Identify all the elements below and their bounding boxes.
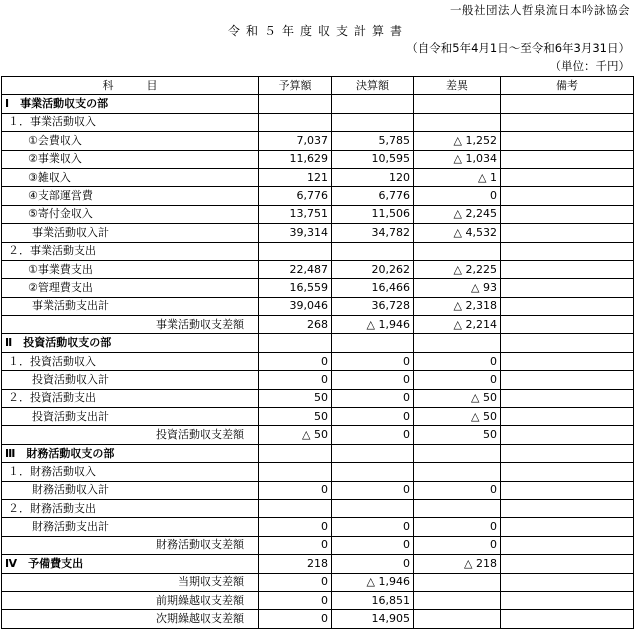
table-row [2,499,634,517]
diff-cell: △ 2,214 [414,316,501,334]
budget-cell: 16,559 [259,279,332,297]
note-cell [501,113,634,131]
note-cell [501,316,634,334]
diff-cell [414,499,501,517]
row-label: 財務活動収支差額 [2,536,259,554]
diff-cell: △ 93 [414,279,501,297]
budget-cell: 13,751 [259,205,332,223]
row-label: 前期繰越収支差額 [2,591,259,609]
diff-cell [414,113,501,131]
budget-cell: 0 [259,610,332,628]
table-row [2,555,634,573]
note-cell [501,242,634,260]
budget-cell [259,334,332,352]
budget-cell [259,463,332,481]
diff-cell: 50 [414,426,501,444]
diff-cell [414,95,501,113]
note-cell [501,334,634,352]
budget-cell: 0 [259,481,332,499]
budget-cell [259,113,332,131]
note-cell [501,426,634,444]
note-cell [501,463,634,481]
row-label: ②管理費支出 [2,279,259,297]
table-row [2,371,634,389]
actual-cell [332,444,414,462]
diff-cell: 0 [414,187,501,205]
note-cell [501,499,634,517]
actual-cell: 0 [332,408,414,426]
col-budget: 予算額 [259,77,332,95]
row-label: ２．投資活動支出 [2,389,259,407]
actual-cell: 16,851 [332,591,414,609]
table-row [2,113,634,131]
table-row [2,150,634,168]
budget-cell: 268 [259,316,332,334]
budget-cell: 0 [259,371,332,389]
diff-cell [414,242,501,260]
table-row [2,168,634,186]
row-label: １．投資活動収入 [2,352,259,370]
note-cell [501,205,634,223]
actual-cell: 0 [332,536,414,554]
table-row [2,205,634,223]
actual-cell: 36,728 [332,297,414,315]
col-subject: 科 目 [2,77,259,95]
table-row [2,316,634,334]
col-diff: 差異 [414,77,501,95]
row-label: 当期収支差額 [2,573,259,591]
section-heading: Ⅲ 財務活動収支の部 [2,444,259,462]
note-cell [501,150,634,168]
table-row [2,426,634,444]
table-row [2,481,634,499]
note-cell [501,168,634,186]
budget-cell: 39,046 [259,297,332,315]
row-label: ③雑収入 [2,168,259,186]
budget-cell [259,242,332,260]
diff-cell: 0 [414,536,501,554]
budget-cell: 50 [259,389,332,407]
diff-cell [414,444,501,462]
actual-cell: 16,466 [332,279,414,297]
row-label: 投資活動収支差額 [2,426,259,444]
table-row [2,591,634,609]
table-row [2,389,634,407]
note-cell [501,389,634,407]
diff-cell [414,334,501,352]
budget-cell: 121 [259,168,332,186]
note-cell [501,408,634,426]
row-label: ２．財務活動支出 [2,499,259,517]
diff-cell: △ 1 [414,168,501,186]
actual-cell: 0 [332,426,414,444]
actual-cell [332,95,414,113]
note-cell [501,518,634,536]
budget-cell: 0 [259,573,332,591]
actual-cell: 20,262 [332,260,414,278]
row-label: ①会費収入 [2,132,259,150]
diff-cell: △ 4,532 [414,224,501,242]
note-cell [501,279,634,297]
table-row [2,242,634,260]
diff-cell: △ 50 [414,389,501,407]
actual-cell: 14,905 [332,610,414,628]
table-row [2,297,634,315]
table-row [2,260,634,278]
col-actual: 決算額 [332,77,414,95]
table-row [2,463,634,481]
table-row [2,279,634,297]
diff-cell [414,463,501,481]
fiscal-period: （自令和5年4月1日～至令和6年3月31日） [406,41,630,55]
row-label: １．事業活動収入 [2,113,259,131]
actual-cell: 0 [332,352,414,370]
financial-table [1,76,634,629]
budget-cell [259,499,332,517]
note-cell [501,371,634,389]
budget-cell [259,95,332,113]
note-cell [501,591,634,609]
actual-cell: 0 [332,371,414,389]
table-row [2,536,634,554]
table-row [2,518,634,536]
budget-cell: 0 [259,536,332,554]
note-cell [501,610,634,628]
diff-cell: 0 [414,481,501,499]
row-label: 次期繰越収支差額 [2,610,259,628]
table-row [2,334,634,352]
row-label: ２．事業活動支出 [2,242,259,260]
diff-cell: △ 2,245 [414,205,501,223]
actual-cell: △ 1,946 [332,573,414,591]
table-row [2,224,634,242]
table-row [2,610,634,628]
table-row [2,95,634,113]
note-cell [501,352,634,370]
row-label: ⑤寄付金収入 [2,205,259,223]
unit-label: （単位：千円） [549,59,630,73]
budget-cell [259,444,332,462]
note-cell [501,187,634,205]
budget-cell: 11,629 [259,150,332,168]
actual-cell: △ 1,946 [332,316,414,334]
organization-name: 一般社団法人哲泉流日本吟詠協会 [450,3,630,17]
row-label: １．財務活動収入 [2,463,259,481]
note-cell [501,481,634,499]
diff-cell: 0 [414,352,501,370]
section-heading: Ⅳ 予備費支出 [2,555,259,573]
diff-cell: △ 2,225 [414,260,501,278]
note-cell [501,132,634,150]
table-row [2,132,634,150]
diff-cell: △ 1,034 [414,150,501,168]
note-cell [501,573,634,591]
row-label: 投資活動支出計 [2,408,259,426]
table-header-row [2,77,634,95]
budget-cell: 50 [259,408,332,426]
actual-cell: 0 [332,555,414,573]
actual-cell: 120 [332,168,414,186]
row-label: ①事業費支出 [2,260,259,278]
note-cell [501,536,634,554]
section-heading: Ⅰ 事業活動収支の部 [2,95,259,113]
actual-cell [332,463,414,481]
budget-cell: 7,037 [259,132,332,150]
actual-cell [332,242,414,260]
row-label: 事業活動収入計 [2,224,259,242]
actual-cell: 10,595 [332,150,414,168]
diff-cell: 0 [414,371,501,389]
row-label: 投資活動収入計 [2,371,259,389]
budget-cell: 39,314 [259,224,332,242]
note-cell [501,555,634,573]
diff-cell: △ 2,318 [414,297,501,315]
actual-cell: 0 [332,518,414,536]
budget-cell: 0 [259,352,332,370]
row-label: 事業活動支出計 [2,297,259,315]
section-heading: Ⅱ 投資活動収支の部 [2,334,259,352]
budget-cell: △ 50 [259,426,332,444]
note-cell [501,444,634,462]
diff-cell [414,610,501,628]
budget-cell: 22,487 [259,260,332,278]
actual-cell: 5,785 [332,132,414,150]
actual-cell: 6,776 [332,187,414,205]
diff-cell: 0 [414,518,501,536]
row-label: 財務活動収入計 [2,481,259,499]
actual-cell: 0 [332,481,414,499]
table-row [2,187,634,205]
budget-cell: 6,776 [259,187,332,205]
actual-cell: 0 [332,389,414,407]
row-label: 事業活動収支差額 [2,316,259,334]
row-label: ②事業収入 [2,150,259,168]
actual-cell [332,113,414,131]
row-label: ④支部運営費 [2,187,259,205]
row-label: 財務活動支出計 [2,518,259,536]
actual-cell: 11,506 [332,205,414,223]
note-cell [501,95,634,113]
note-cell [501,260,634,278]
actual-cell [332,499,414,517]
document-title: 令和５年度収支計算書 [227,24,408,38]
table-row [2,444,634,462]
col-note: 備考 [501,77,634,95]
table-row [2,408,634,426]
budget-cell: 218 [259,555,332,573]
budget-cell: 0 [259,591,332,609]
diff-cell: △ 218 [414,555,501,573]
diff-cell: △ 1,252 [414,132,501,150]
budget-cell: 0 [259,518,332,536]
diff-cell [414,573,501,591]
diff-cell [414,591,501,609]
note-cell [501,224,634,242]
actual-cell [332,334,414,352]
actual-cell: 34,782 [332,224,414,242]
table-row [2,573,634,591]
note-cell [501,297,634,315]
table-row [2,352,634,370]
diff-cell: △ 50 [414,408,501,426]
